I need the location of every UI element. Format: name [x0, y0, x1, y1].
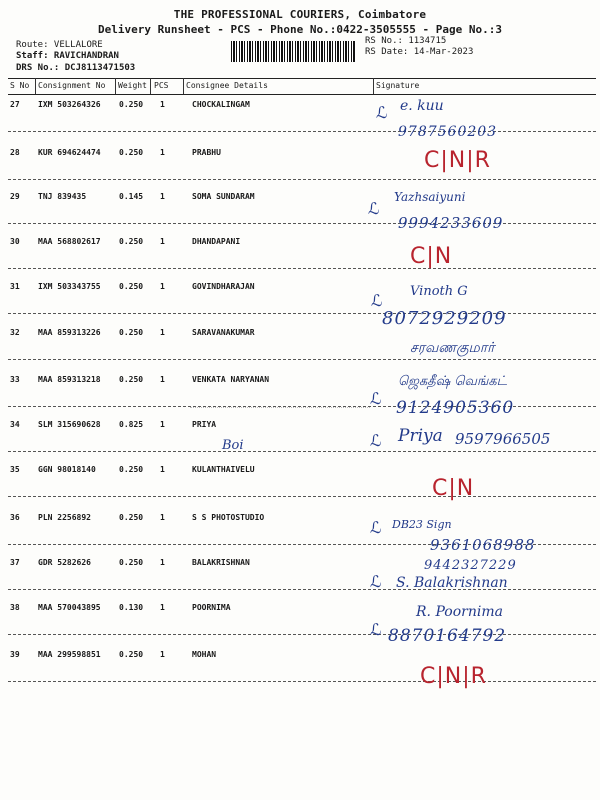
signature-r37: S. Balakrishnan — [396, 575, 508, 591]
cell-consignment-no: SLM 315690628 — [38, 420, 101, 429]
staff-label: Staff: RAVICHANDRAN — [16, 51, 119, 61]
cell-weight: 0.825 — [119, 420, 144, 429]
cell-weight: 0.250 — [119, 100, 144, 109]
cell-sno: 36 — [10, 513, 20, 522]
col-divider — [35, 78, 36, 94]
cell-pcs: 1 — [160, 603, 165, 612]
cell-consignee: BALAKRISHNAN — [192, 558, 250, 567]
cell-pcs: 1 — [160, 558, 165, 567]
col-header-sno: S No — [10, 81, 30, 90]
cell-consignee: VENKATA NARYANAN — [192, 375, 270, 384]
tick-mark-icon: ℒ — [370, 389, 382, 408]
stamp-r35: C|N — [432, 476, 475, 501]
cell-consignee: SARAVANAKUMAR — [192, 328, 255, 337]
col-divider — [373, 78, 374, 94]
cell-weight: 0.145 — [119, 192, 144, 201]
cell-consignment-no: MAA 299598851 — [38, 650, 101, 659]
row-separator — [8, 179, 596, 180]
cell-pcs: 1 — [160, 192, 165, 201]
phone-r29: 9994233609 — [398, 214, 504, 232]
cell-weight: 0.130 — [119, 603, 144, 612]
route-label: Route: VELLALORE — [16, 40, 103, 50]
phone-r27: 9787560203 — [398, 124, 498, 140]
cell-sno: 34 — [10, 420, 20, 429]
phone-r34: 9597966505 — [455, 430, 551, 448]
cell-weight: 0.250 — [119, 282, 144, 291]
cell-sno: 39 — [10, 650, 20, 659]
cell-sno: 28 — [10, 148, 20, 157]
tick-mark-icon: ℒ — [371, 291, 383, 310]
rs-date: RS Date: 14-Mar-2023 — [365, 47, 474, 57]
row-separator — [8, 496, 596, 497]
signature-r29: Yazhsaiyuni — [394, 190, 466, 204]
tick-mark-icon: ℒ — [376, 103, 388, 122]
cell-consignee: S S PHOTOSTUDIO — [192, 513, 265, 522]
rs-number: RS No.: 1134715 — [365, 36, 447, 46]
cell-sno: 35 — [10, 465, 20, 474]
cell-pcs: 1 — [160, 513, 165, 522]
phone-r33: 9124905360 — [396, 398, 515, 418]
col-header-signature: Signature — [376, 81, 420, 90]
tick-mark-icon: ℒ — [370, 518, 382, 537]
row-separator — [8, 681, 596, 682]
cell-weight: 0.250 — [119, 148, 144, 157]
signature-r32: சரவணகுமார் — [410, 340, 495, 356]
signature-r31: Vinoth G — [410, 284, 468, 299]
cell-weight: 0.250 — [119, 513, 144, 522]
faint-rule — [190, 407, 370, 408]
stamp-r30: C|N — [410, 244, 453, 269]
cell-weight: 0.250 — [119, 558, 144, 567]
signature-r34: Priya — [398, 426, 443, 446]
cell-consignment-no: TNJ 839435 — [38, 192, 87, 201]
row-separator — [8, 313, 596, 314]
cell-consignment-no: PLN 2256892 — [38, 513, 91, 522]
col-header-pcs: PCS — [154, 81, 169, 90]
signature-r36: DB23 Sign — [392, 518, 452, 531]
cell-consignment-no: MAA 570043895 — [38, 603, 101, 612]
cell-consignment-no: GDR 5282626 — [38, 558, 91, 567]
row-separator — [8, 131, 596, 132]
cell-weight: 0.250 — [119, 650, 144, 659]
col-divider — [150, 78, 151, 94]
row-separator — [8, 634, 596, 635]
cell-consignee: PRABHU — [192, 148, 221, 157]
cell-pcs: 1 — [160, 282, 165, 291]
cell-consignee: SOMA SUNDARAM — [192, 192, 255, 201]
cell-sno: 31 — [10, 282, 20, 291]
cell-consignment-no: MAA 859313218 — [38, 375, 101, 384]
cell-pcs: 1 — [160, 100, 165, 109]
row-separator — [8, 359, 596, 360]
tick-mark-icon: ℒ — [370, 431, 382, 450]
row-separator — [8, 223, 596, 224]
signature-r27: e. kuu — [400, 98, 444, 114]
tick-mark-icon: ℒ — [370, 620, 382, 639]
phone-r38: 8870164792 — [388, 626, 507, 646]
header-bottom-rule — [8, 94, 596, 95]
cell-sno: 32 — [10, 328, 20, 337]
cell-consignment-no: KUR 694624474 — [38, 148, 101, 157]
cell-consignee: DHANDAPANI — [192, 237, 241, 246]
col-header-consignee: Consignee Details — [186, 81, 268, 90]
cell-consignee: MOHAN — [192, 650, 217, 659]
cell-sno: 37 — [10, 558, 20, 567]
cell-sno: 27 — [10, 100, 20, 109]
document-subtitle: Delivery Runsheet - PCS - Phone No.:0422-3505555 - Page No.:3 — [98, 23, 502, 36]
cell-consignee: PRIYA — [192, 420, 217, 429]
cell-consignment-no: IXM 503264326 — [38, 100, 101, 109]
cell-consignment-no: IXM 503343755 — [38, 282, 101, 291]
cell-pcs: 1 — [160, 375, 165, 384]
row-separator — [8, 451, 596, 452]
cell-pcs: 1 — [160, 328, 165, 337]
cell-pcs: 1 — [160, 465, 165, 474]
tick-mark-icon: ℒ — [368, 199, 380, 218]
cell-weight: 0.250 — [119, 328, 144, 337]
signature-r38: R. Poornima — [416, 604, 503, 620]
cell-pcs: 1 — [160, 237, 165, 246]
cell-sno: 30 — [10, 237, 20, 246]
cell-consignment-no: MAA 859313226 — [38, 328, 101, 337]
cell-weight: 0.250 — [119, 465, 144, 474]
phone-r36: 9361068988 — [430, 536, 536, 554]
stamp-r28: C|N|R — [424, 148, 491, 173]
drs-number: DRS No.: DCJ8113471503 — [16, 63, 136, 73]
document-title: THE PROFESSIONAL COURIERS, Coimbatore — [173, 8, 427, 21]
phone-r37: 9442327229 — [424, 558, 517, 573]
cell-pcs: 1 — [160, 148, 165, 157]
tick-mark-icon: ℒ — [370, 572, 382, 591]
row-separator — [8, 268, 596, 269]
col-header-weight: Weight — [118, 81, 147, 90]
stamp-r39: C|N|R — [420, 664, 487, 689]
cell-pcs: 1 — [160, 420, 165, 429]
cell-consignee: GOVINDHARAJAN — [192, 282, 255, 291]
col-divider — [115, 78, 116, 94]
phone-r31: 8072929209 — [382, 308, 507, 329]
cell-weight: 0.250 — [119, 237, 144, 246]
col-divider — [183, 78, 184, 94]
cell-consignment-no: GGN 98018140 — [38, 465, 96, 474]
cell-weight: 0.250 — [119, 375, 144, 384]
header-top-rule — [8, 78, 596, 79]
cell-consignee: KULANTHAIVELU — [192, 465, 255, 474]
row-separator — [8, 589, 596, 590]
col-header-consignment: Consignment No — [38, 81, 106, 90]
barcode — [231, 41, 356, 62]
cell-pcs: 1 — [160, 650, 165, 659]
cell-consignee: CHOCKALINGAM — [192, 100, 250, 109]
cell-consignment-no: MAA 568802617 — [38, 237, 101, 246]
cell-sno: 38 — [10, 603, 20, 612]
cell-sno: 29 — [10, 192, 20, 201]
cell-sno: 33 — [10, 375, 20, 384]
cell-consignee: POORNIMA — [192, 603, 231, 612]
signature-r33: ஜெகதீஷ் வெங்கட் — [398, 374, 508, 389]
note-r34: Boi — [222, 438, 244, 453]
